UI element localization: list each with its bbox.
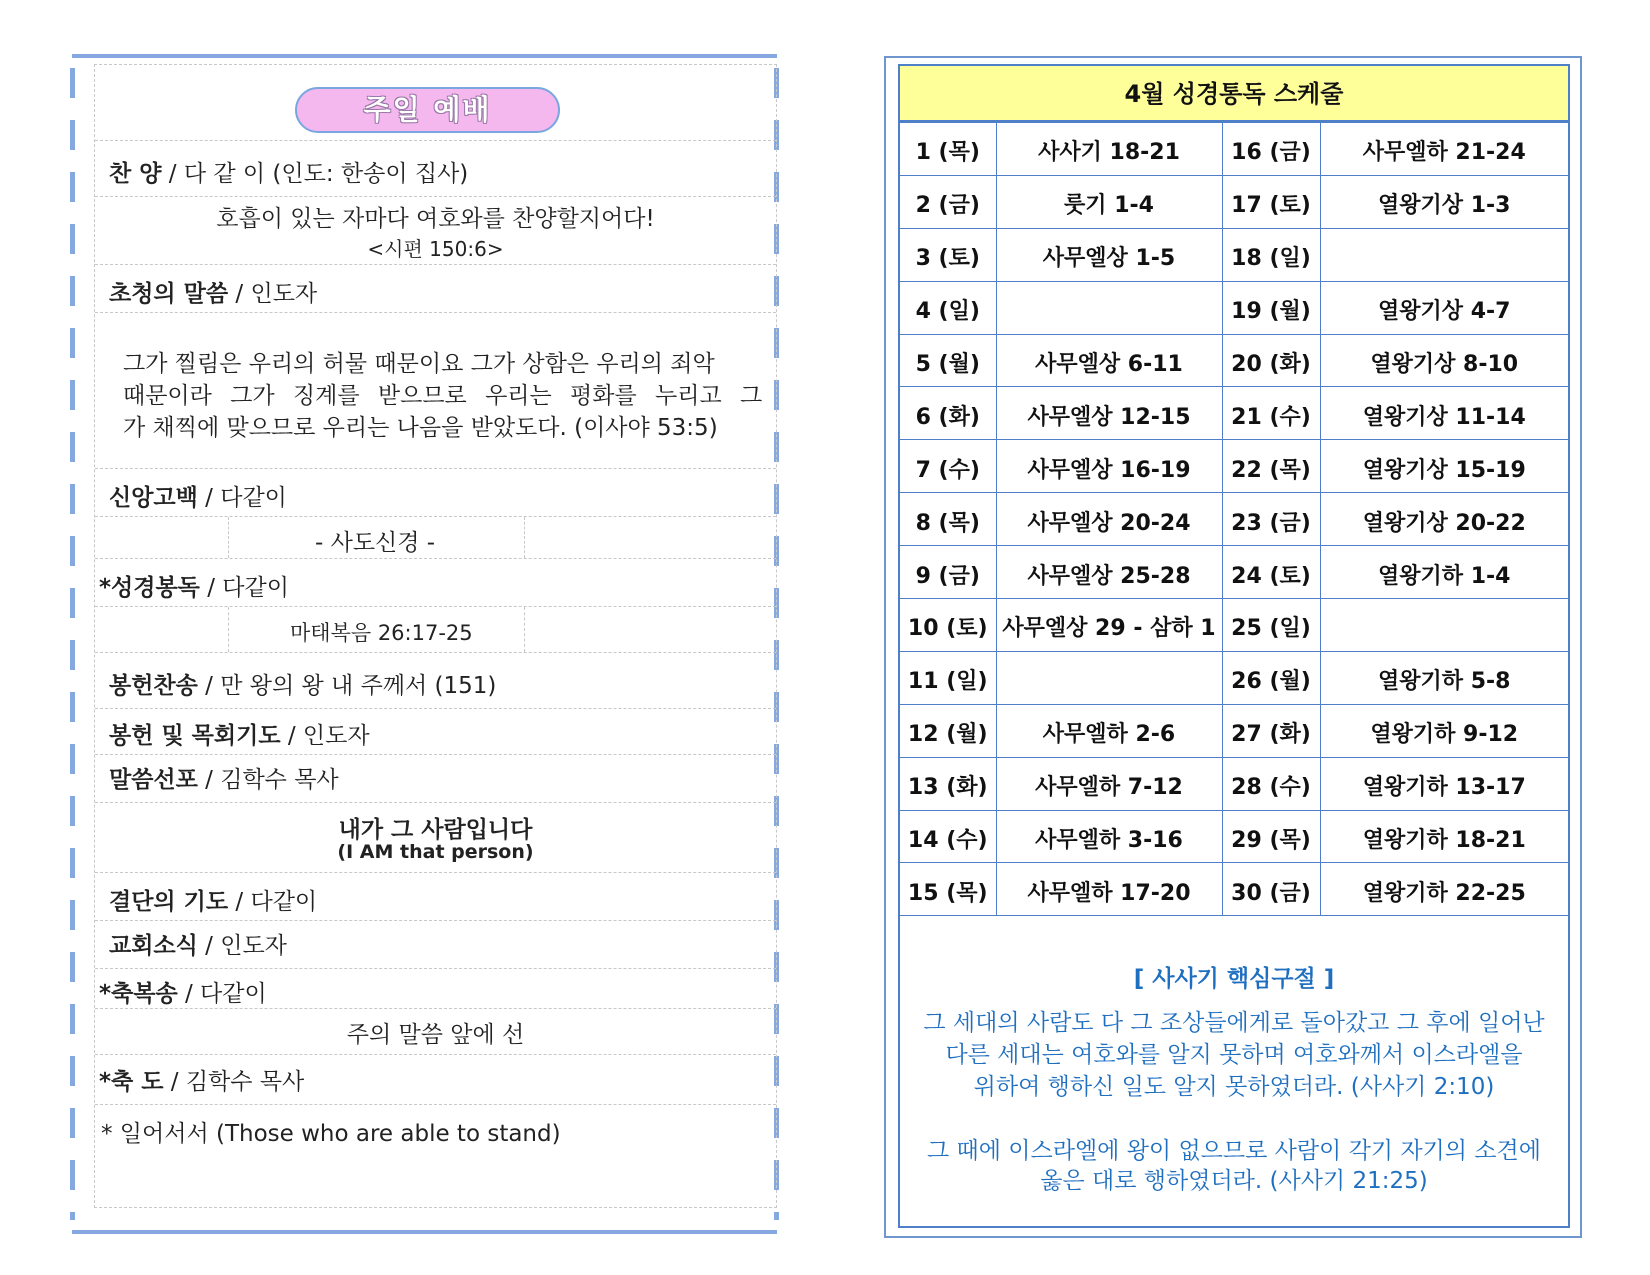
worship-order-frame	[94, 64, 777, 1208]
schedule-row	[900, 599, 1568, 652]
day-cell: 18 (일)	[1222, 228, 1320, 281]
reading-cell: 사무엘상 6-11	[996, 334, 1222, 387]
day-cell: 30 (금)	[1222, 863, 1320, 916]
key-verse-line: 다른 세대는 여호와를 알지 못하며 여호와께서 이스라엘을	[945, 1042, 1523, 1068]
reading-cell: 열왕기하 9-12	[1320, 704, 1568, 757]
reading-cell: 열왕기하 5-8	[1320, 651, 1568, 704]
schedule-row	[900, 387, 1568, 440]
day-cell: 20 (화)	[1222, 334, 1320, 387]
item-detail: / 다같이	[199, 575, 289, 601]
item-label: *축 도	[99, 1069, 164, 1095]
standing-note-row	[95, 1105, 776, 1153]
day-cell: 12 (월)	[900, 704, 996, 757]
sermon-title-row	[95, 803, 776, 873]
reading-cell: 열왕기상 8-10	[1320, 334, 1568, 387]
creed-name: - 사도신경 -	[315, 530, 436, 556]
order-item-praise	[95, 141, 776, 197]
scripture-line: 때문이라 그가 징계를 받으므로 우리는 평화를 누리고 그	[123, 383, 763, 409]
day-cell: 22 (목)	[1222, 440, 1320, 493]
day-cell: 7 (수)	[900, 440, 996, 493]
item-detail: / 인도자	[197, 933, 287, 959]
order-item-benediction	[95, 1055, 776, 1105]
day-cell: 21 (수)	[1222, 387, 1320, 440]
order-item-blessing-song	[95, 969, 776, 1009]
item-detail: / 인도자	[280, 723, 370, 749]
item-label: 신앙고백	[109, 485, 198, 511]
reading-cell: 사사기 18-21	[996, 123, 1222, 176]
schedule-row	[900, 281, 1568, 334]
worship-title: 주일 예배	[295, 87, 560, 133]
order-item-creed	[95, 469, 776, 517]
reading-cell	[1320, 599, 1568, 652]
reading-passage-row	[95, 607, 776, 653]
reading-cell: 사무엘상 16-19	[996, 440, 1222, 493]
item-label: *성경봉독	[99, 575, 200, 601]
item-label: *축복송	[99, 981, 178, 1007]
day-cell: 15 (목)	[900, 863, 996, 916]
reading-cell: 사무엘상 20-24	[996, 493, 1222, 546]
order-item-sermon	[95, 755, 776, 803]
item-detail: / 다같이	[197, 485, 287, 511]
schedule-row	[900, 810, 1568, 863]
order-item-announcements	[95, 921, 776, 969]
verse-reference: <시편 150:6>	[367, 237, 504, 261]
day-cell: 3 (토)	[900, 228, 996, 281]
order-item-offering-hymn	[95, 653, 776, 709]
sermon-title-english: (I AM that person)	[337, 841, 534, 863]
schedule-row	[900, 863, 1568, 916]
day-cell: 13 (화)	[900, 757, 996, 810]
day-cell: 4 (일)	[900, 281, 996, 334]
reading-cell: 열왕기상 4-7	[1320, 281, 1568, 334]
item-detail: / 다같이	[177, 981, 267, 1007]
key-verse-title: [ 사사기 핵심구절 ]	[1133, 966, 1335, 992]
reading-cell: 열왕기하 1-4	[1320, 546, 1568, 599]
reading-cell: 사무엘하 3-16	[996, 810, 1222, 863]
day-cell: 17 (토)	[1222, 175, 1320, 228]
creed-name-row	[95, 517, 776, 559]
item-label: 봉헌 및 목회기도	[109, 723, 281, 749]
key-verse-box	[900, 920, 1568, 1226]
reading-cell: 사무엘하 21-24	[1320, 123, 1568, 176]
day-cell: 5 (월)	[900, 334, 996, 387]
reading-cell: 사무엘하 2-6	[996, 704, 1222, 757]
schedule-row	[900, 546, 1568, 599]
day-cell: 2 (금)	[900, 175, 996, 228]
reading-cell: 열왕기하 18-21	[1320, 810, 1568, 863]
day-cell: 14 (수)	[900, 810, 996, 863]
key-verse-line: 옳은 대로 행하였더라. (사사기 21:25)	[1040, 1168, 1428, 1194]
item-label: 초청의 말씀	[109, 281, 229, 307]
schedule-row	[900, 757, 1568, 810]
day-cell: 9 (금)	[900, 546, 996, 599]
schedule-row	[900, 334, 1568, 387]
reading-cell: 열왕기하 13-17	[1320, 757, 1568, 810]
reading-cell	[1320, 228, 1568, 281]
item-label: 찬 양	[109, 161, 162, 187]
standing-note: * 일어서서 (Those who are able to stand)	[101, 1121, 561, 1147]
praise-verse	[95, 197, 776, 265]
day-cell: 8 (목)	[900, 493, 996, 546]
reading-schedule-panel	[884, 56, 1582, 1238]
reading-cell: 열왕기상 1-3	[1320, 175, 1568, 228]
blessing-song-title-row	[95, 1009, 776, 1055]
reading-cell: 사무엘상 25-28	[996, 546, 1222, 599]
item-label: 교회소식	[109, 933, 198, 959]
scripture-line: 가 채찍에 맞으므로 우리는 나음을 받았도다. (이사야 53:5)	[123, 415, 718, 441]
worship-order-panel	[72, 54, 777, 1234]
day-cell: 28 (수)	[1222, 757, 1320, 810]
reading-cell: 룻기 1-4	[996, 175, 1222, 228]
blessing-song-title: 주의 말씀 앞에 선	[346, 1022, 525, 1048]
schedule-row	[900, 123, 1568, 176]
key-verse-line: 그 때에 이스라엘에 왕이 없으므로 사람이 각기 자기의 소견에	[927, 1138, 1541, 1164]
reading-cell: 열왕기상 15-19	[1320, 440, 1568, 493]
day-cell: 26 (월)	[1222, 651, 1320, 704]
reading-cell: 사무엘하 7-12	[996, 757, 1222, 810]
schedule-row	[900, 175, 1568, 228]
left-border-decoration	[70, 68, 75, 1220]
reading-cell	[996, 651, 1222, 704]
schedule-row	[900, 493, 1568, 546]
item-detail: / 만 왕의 왕 내 주께서 (151)	[197, 673, 497, 699]
day-cell: 1 (목)	[900, 123, 996, 176]
item-detail: / 김학수 목사	[163, 1069, 305, 1095]
order-item-decision-prayer	[95, 873, 776, 921]
key-verse-line: 그 세대의 사람도 다 그 조상들에게로 돌아갔고 그 후에 일어난	[923, 1010, 1545, 1036]
item-label: 결단의 기도	[109, 889, 229, 915]
reading-cell: 열왕기상 20-22	[1320, 493, 1568, 546]
reading-cell: 사무엘상 12-15	[996, 387, 1222, 440]
verse-line: 호흡이 있는 자마다 여호와를 찬양할지어다!	[216, 206, 655, 232]
day-cell: 24 (토)	[1222, 546, 1320, 599]
title-row	[95, 65, 776, 141]
reading-cell: 사무엘상 29 - 삼하 1	[996, 599, 1222, 652]
day-cell: 16 (금)	[1222, 123, 1320, 176]
reading-cell	[996, 281, 1222, 334]
order-item-offering-prayer	[95, 709, 776, 755]
reading-passage: 마태복음 26:17-25	[290, 621, 473, 645]
item-detail: / 인도자	[228, 281, 318, 307]
reading-cell: 사무엘상 1-5	[996, 228, 1222, 281]
order-item-reading	[95, 559, 776, 607]
day-cell: 23 (금)	[1222, 493, 1320, 546]
item-label: 봉헌찬송	[109, 673, 198, 699]
key-verse-line: 위하여 행하신 일도 알지 못하였더라. (사사기 2:10)	[973, 1074, 1495, 1100]
reading-cell: 열왕기하 22-25	[1320, 863, 1568, 916]
day-cell: 25 (일)	[1222, 599, 1320, 652]
invitation-scripture	[95, 313, 776, 469]
reading-schedule-frame	[898, 64, 1570, 1228]
item-detail: / 다같이	[228, 889, 318, 915]
day-cell: 10 (토)	[900, 599, 996, 652]
day-cell: 6 (화)	[900, 387, 996, 440]
day-cell: 27 (화)	[1222, 704, 1320, 757]
schedule-row	[900, 440, 1568, 493]
reading-cell: 사무엘하 17-20	[996, 863, 1222, 916]
schedule-row	[900, 704, 1568, 757]
item-detail: / 김학수 목사	[197, 767, 339, 793]
schedule-title: 4월 성경통독 스케줄	[900, 66, 1568, 122]
schedule-row	[900, 228, 1568, 281]
day-cell: 19 (월)	[1222, 281, 1320, 334]
item-label: 말씀선포	[109, 767, 198, 793]
sermon-title: 내가 그 사람입니다	[338, 817, 533, 843]
day-cell: 29 (목)	[1222, 810, 1320, 863]
scripture-line: 그가 찔림은 우리의 허물 때문이요 그가 상함은 우리의 죄악	[123, 351, 715, 377]
day-cell: 11 (일)	[900, 651, 996, 704]
schedule-table	[900, 122, 1568, 916]
reading-cell: 열왕기상 11-14	[1320, 387, 1568, 440]
order-item-invitation	[95, 265, 776, 313]
item-detail: / 다 같 이 (인도: 한송이 집사)	[161, 161, 469, 187]
schedule-row	[900, 651, 1568, 704]
